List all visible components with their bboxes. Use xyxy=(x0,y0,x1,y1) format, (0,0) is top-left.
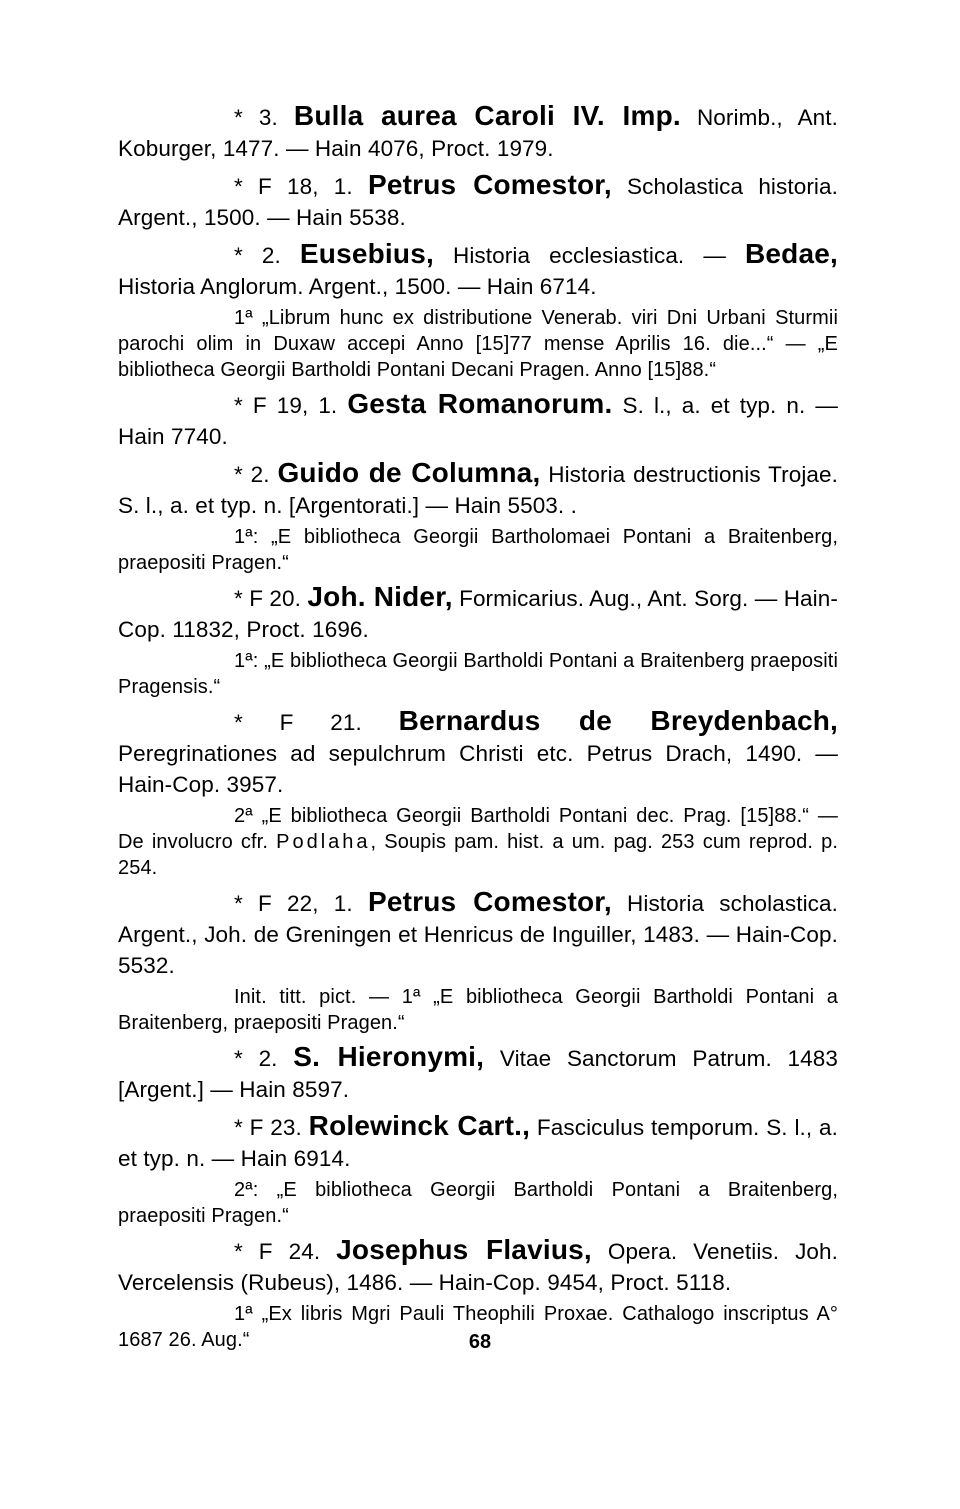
entry-title: S. Hieronymi, xyxy=(293,1041,485,1072)
provenance-note: Init. titt. pict. — 1ª „E bibliotheca Georgii Bartholdi Pontani a Braitenberg, praepositi Pragen.“ xyxy=(118,986,838,1034)
entry-title: Petrus Comestor, xyxy=(367,169,612,200)
entry-details: Historia scholastica. Argent., Joh. de Greningen et Henricus de Inguiller, 1483. — Hain-Cop. 5532. xyxy=(118,891,838,978)
page-body xyxy=(118,100,838,1353)
entry-mark: * F 18, 1. xyxy=(234,174,353,199)
catalog-entry xyxy=(118,1041,838,1105)
entry-title: Josephus Flavius, xyxy=(336,1234,592,1265)
entry-mark: * F 24. xyxy=(234,1239,321,1264)
note-text: , Soupis pam. hist. a um. pag. 253 cum reprod. p. 254. xyxy=(118,831,838,879)
catalog-entry xyxy=(118,388,838,452)
entry-details: Fasciculus temporum. S. l., a. et typ. n. — Hain 6914. xyxy=(118,1115,838,1171)
entry-details: Opera. Venetiis. Joh. Vercelensis (Rubeus), 1486. — Hain-Cop. 9454, Proct. 5118. xyxy=(118,1239,839,1295)
entry-text xyxy=(118,1234,838,1298)
provenance-note xyxy=(118,803,838,881)
entry-text xyxy=(118,581,838,645)
catalog-entry xyxy=(118,169,838,233)
entry-title: Bulla aurea Caroli IV. Imp. xyxy=(293,100,681,131)
catalog-entry xyxy=(118,457,838,576)
catalog-entry xyxy=(118,886,838,1036)
entry-title: Bernardus de Breydenbach, xyxy=(398,705,839,736)
provenance-note: 1ª „Librum hunc ex distributione Venerab. viri Dni Urbani Sturmii parochi olim in Duxaw accepi Anno [15]77 mense Aprilis 16. die...“ — „E bibliotheca Georgii Bartholdi Pontani Decani Pragen. Anno [15]88.“ xyxy=(118,307,838,381)
entry-title: Gesta Romanorum. xyxy=(347,388,613,419)
entry-details-secondary: Historia Anglorum. Argent., 1500. — Hain 6714. xyxy=(118,274,597,299)
entry-details: Peregrinationes ad sepulchrum Christi etc. Petrus Drach, 1490. — Hain-Cop. 3957. xyxy=(118,741,838,797)
entry-mark: * 2. xyxy=(234,1046,278,1071)
page-number: 68 xyxy=(468,1331,492,1353)
catalog-entry xyxy=(118,100,838,164)
entry-details: Historia ecclesiastica. — xyxy=(433,243,745,268)
entry-title: Petrus Comestor, xyxy=(367,886,612,917)
entry-mark: * 2. xyxy=(234,243,281,268)
entry-mark: * F 23. xyxy=(234,1115,302,1140)
entry-text xyxy=(118,238,838,302)
entry-title: Eusebius, xyxy=(299,238,434,269)
entry-text xyxy=(118,100,838,164)
entry-mark: * F 21. xyxy=(234,710,362,735)
catalog-entry xyxy=(118,238,838,383)
entry-details: Formicarius. Aug., Ant. Sorg. — Hain-Cop. 11832, Proct. 1696. xyxy=(118,586,838,642)
entry-details: S. l., a. et typ. n. — Hain 7740. xyxy=(118,393,838,449)
entry-title: Joh. Nider, xyxy=(307,581,453,612)
catalog-entry xyxy=(118,705,838,881)
entry-text xyxy=(118,457,838,521)
entry-mark: * 2. xyxy=(234,462,270,487)
catalog-entry xyxy=(118,1110,838,1229)
entry-details: Scholastica historia. Argent., 1500. — Hain 5538. xyxy=(118,174,838,230)
entry-mark: * F 22, 1. xyxy=(234,891,353,916)
entry-title-secondary: Bedae, xyxy=(744,238,838,269)
entry-text xyxy=(118,1110,838,1174)
note-text: 2ª „E bibliotheca Georgii Bartholdi Pontani dec. Prag. [15]88.“ — De involucro cfr. xyxy=(118,805,838,853)
entry-text xyxy=(118,169,838,233)
entry-text xyxy=(118,388,838,452)
provenance-note: 1ª „Ex libris Mgri Pauli Theophili Proxae. Cathalogo inscriptus A° 1687 26. Aug.“ xyxy=(118,1303,838,1351)
entry-text xyxy=(118,886,838,981)
provenance-note: 1ª: „E bibliotheca Georgii Bartholdi Pontani a Braitenberg praepositi Pragensis.“ xyxy=(118,650,838,698)
entry-text xyxy=(118,705,838,800)
entry-title: Rolewinck Cart., xyxy=(308,1110,531,1141)
entry-details: Norimb., Ant. Koburger, 1477. — Hain 4076, Proct. 1979. xyxy=(118,105,838,161)
catalog-entry xyxy=(118,581,838,700)
entry-mark: * 3. xyxy=(234,105,278,130)
entry-details: Historia destructionis Trojae. S. l., a. et typ. n. [Argentorati.] — Hain 5503. . xyxy=(118,462,838,518)
author-name: Podlaha xyxy=(276,831,371,853)
provenance-note: 1ª: „E bibliotheca Georgii Bartholomaei Pontani a Braitenberg, praepositi Pragen.“ xyxy=(118,526,838,574)
entry-details: Vitae Sanctorum Patrum. 1483 [Argent.] — Hain 8597. xyxy=(118,1046,838,1102)
provenance-note: 2ª: „E bibliotheca Georgii Bartholdi Pontani a Braitenberg, praepositi Pragen.“ xyxy=(118,1179,838,1227)
entry-mark: * F 20. xyxy=(234,586,301,611)
entry-title: Guido de Columna, xyxy=(277,457,541,488)
entry-text xyxy=(118,1041,838,1105)
entry-mark: * F 19, 1. xyxy=(234,393,338,418)
